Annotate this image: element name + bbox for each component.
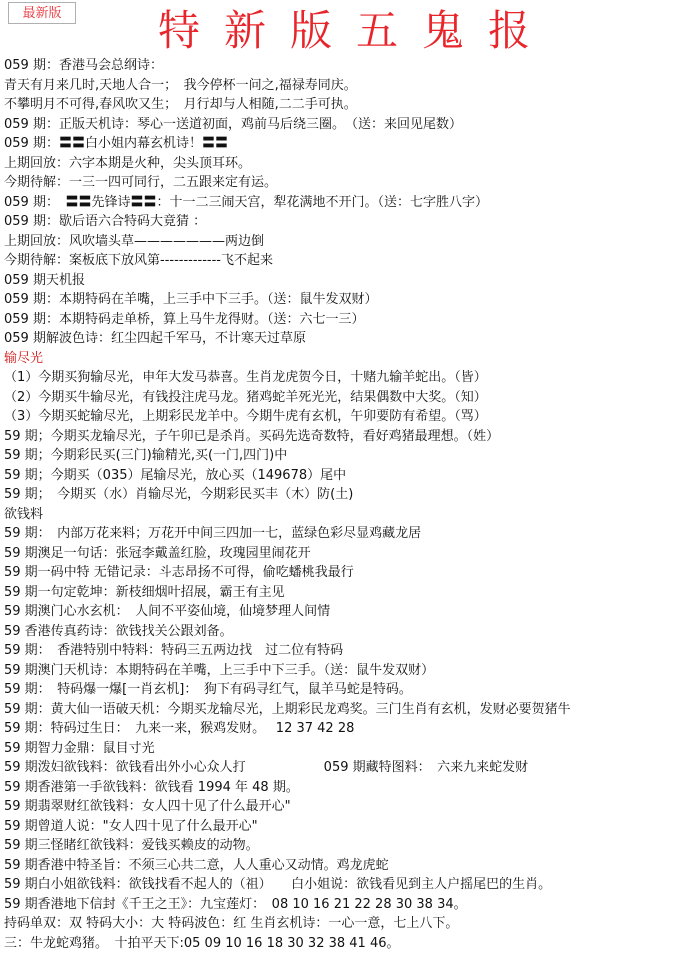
text-line: 59 期：特码过生日： 九来一来，猴鸡发财。 12 37 42 28 — [4, 721, 355, 736]
text-line: 059 期：〓〓白小姐内幕玄机诗！〓〓 — [4, 136, 228, 151]
text-line: 059 期：歇后语六合特码大竟猜 ： — [4, 214, 207, 229]
text-line: 59 期澳门天机诗：本期特码在羊嘴，上三手中下三手。（送：鼠牛发双财） — [4, 662, 435, 678]
text-line: 59 期： 内部万花来料；万花开中间三四加一七，蓝绿色彩尽显鸡藏龙居 — [4, 526, 422, 541]
text-line: 59 期；今期买（035）尾输尽光，放心买（149678）尾中 — [4, 467, 347, 483]
page-title: 特新版五鬼报 — [158, 6, 555, 55]
text-line: 欲钱料 — [4, 506, 44, 522]
text-line: 59 期香港第一手欲钱料：欲钱看 1994 年 48 期。 — [4, 779, 299, 795]
text-line: 59 期香港地下信封《千王之王》：九宝莲灯： 08 10 16 21 22 28 30 38 34。 — [4, 896, 467, 912]
text-line: 59 期： 特码爆一爆[一肖玄机]： 狗下有码寻红气，鼠羊马蛇是特码。 — [4, 682, 412, 697]
text-line: （3）今期买蛇输尽光，上期彩民龙羊中。今期牛虎有玄机，午卯要防有希望。（骂） — [4, 409, 487, 424]
text-line: 059 期：本期特码走单桥，算上马牛龙得财。（送：六七一三） — [4, 311, 365, 327]
text-line: 59 期澳足一句话：张冠李戴盖红脸，玫瑰园里闹花开 — [4, 545, 311, 561]
text-line: 059 期解波色诗：红尘四起千军马，不计寒天过草原 — [4, 331, 306, 346]
text-line: 59 期一码中特 无错记录：斗志昂扬不可得，偷吃蟠桃我最行 — [4, 565, 354, 580]
text-line: （2）今期买牛输尽光，有钱投注虎马龙。猪鸡蛇羊死光光，结果偶数中大奖。（知） — [4, 389, 487, 405]
text-line: 今期待解：一三一四可同行，二五跟来定有运。 — [4, 175, 278, 190]
text-line: 上期回放：风吹墙头草———————两边倒 — [4, 233, 265, 249]
text-line: 059 期： 〓〓先锋诗〓〓：十一二三闹天宫，犁花满地不开门。（送：七字胜八字） — [4, 194, 488, 210]
text-line: 今期待解：案板底下放风第-------------飞不起来 — [4, 253, 273, 268]
text-line: 不攀明月不可得,春风吹又生； 月行却与人相随,二二手可执。 — [4, 97, 357, 112]
text-line: 059 期：香港马会总纲诗： — [4, 58, 163, 73]
text-line: 59 期：黄大仙一语破天机：今期买龙输尽光，上期彩民龙鸡奖。三门生肖有玄机，发财必要贺猪牛 — [4, 701, 571, 717]
text-line: 59 期曾道人说："女人四十见了什么最开心" — [4, 818, 258, 834]
text-line: 59 期；今期彩民买(三门)输精光,买(一门,四门)中 — [4, 448, 288, 463]
text-line: 59 期泼妇欲钱料：欲钱看出外小心众人打 059 期藏特图料： 六来九来蛇发财 — [4, 760, 529, 775]
text-line: 059 期天机报 — [4, 272, 85, 288]
text-line: 59 期三怪睹红欲钱料：爱钱买赖皮的动物。 — [4, 838, 259, 853]
latest-version-badge: 最新版 — [8, 2, 76, 24]
text-line: 输尽光 — [4, 350, 44, 366]
text-line: 59 期白小姐欲钱料：欲钱找看不起人的（祖） 白小姐说：欲钱看见到主人户摇尾巴的生肖。 — [4, 877, 552, 892]
text-line: 青天有月来几时,天地人合一； 我今停杯一问之,福禄寿同庆。 — [4, 77, 357, 93]
text-line: 59 期一句定乾坤：新枝细烟叶招展，霸王有主见 — [4, 584, 285, 600]
text-line: 59 期翡翠财红欲钱料：女人四十见了什么最开心" — [4, 799, 291, 814]
text-line: 59 期； 今期买（水）肖输尽光，今期彩民买丰（木）防(土) — [4, 487, 354, 502]
text-line: 59 期；今期买龙输尽光，子午卯已是杀肖。买码先选奇数特，看好鸡猪最理想。（姓） — [4, 428, 500, 444]
text-line: 三：牛龙蛇鸡猪。 十拍平天下:05 09 10 16 18 30 32 38 41 46。 — [4, 935, 400, 951]
text-line: 59 期智力金鼎：鼠目寸光 — [4, 740, 155, 756]
text-line: 059 期：本期特码在羊嘴，上三手中下三手。（送：鼠牛发双财） — [4, 292, 378, 307]
text-line: 上期回放：六字本期是火种，尖头顶耳环。 — [4, 155, 252, 171]
text-line: 59 期澳门心水玄机： 人间不平姿仙境，仙境梦理人间情 — [4, 604, 331, 619]
text-line: 059 期：正版天机诗：琴心一送道初面，鸡前马后绕三圈。 （送：来回见尾数） — [4, 116, 462, 132]
text-line: 59 香港传真药诗：欲钱找关公跟刘备。 — [4, 623, 233, 639]
text-line: （1）今期买狗输尽光，申年大发马恭喜。生肖龙虎贺今日，十赌九输羊蛇出。（皆） — [4, 370, 487, 385]
text-line: 59 期： 香港特别中特料：特码三五两边找 过二位有特码 — [4, 643, 344, 658]
text-line: 持码单双：双 特码大小：大 特码波色：红 生肖玄机诗：一心一意，七上八下。 — [4, 916, 459, 931]
text-line: 59 期香港中特圣旨：不须三心共二意，人人重心又动情。鸡龙虎蛇 — [4, 857, 389, 873]
